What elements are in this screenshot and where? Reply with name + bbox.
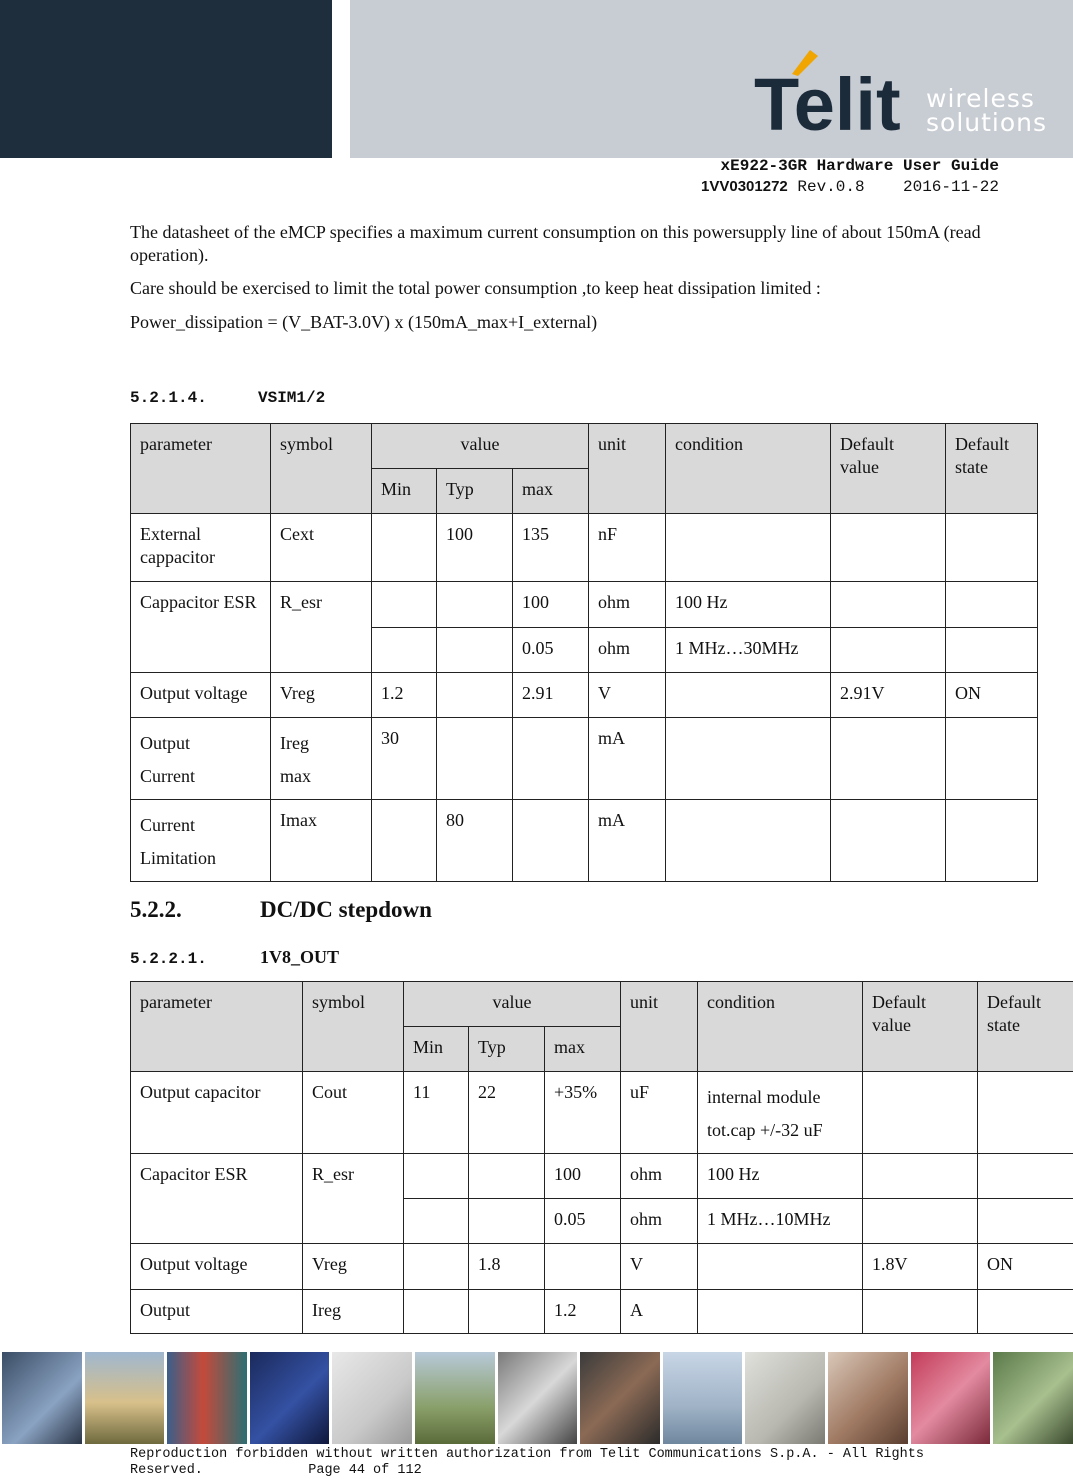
header-min: Min bbox=[404, 1027, 469, 1072]
cell-max: 135 bbox=[513, 514, 589, 582]
cell-max bbox=[513, 800, 589, 882]
table-row bbox=[131, 1072, 1073, 1154]
paragraph-current-consumption: The datasheet of the eMCP specifies a maximum current consumption on this powersupply line of about 150mA (read operation). bbox=[130, 222, 981, 265]
cell-max: 1.2 bbox=[545, 1290, 621, 1334]
cell-unit: ohm bbox=[589, 582, 666, 628]
header-unit: unit bbox=[589, 424, 666, 514]
header-symbol: symbol bbox=[271, 424, 372, 514]
cell-unit: V bbox=[621, 1244, 698, 1290]
cell-condition bbox=[666, 514, 831, 582]
cell-typ: 100 bbox=[437, 514, 513, 582]
footer-photo bbox=[85, 1352, 165, 1444]
cell-parameter: Output voltage bbox=[131, 1244, 303, 1290]
cell-unit: ohm bbox=[621, 1199, 698, 1244]
cell-condition: 100 Hz bbox=[698, 1154, 863, 1199]
cell-default-value bbox=[831, 800, 946, 882]
header-min: Min bbox=[372, 469, 437, 514]
cell-parameter: Output bbox=[131, 1290, 303, 1334]
cell-symbol: R_esr bbox=[303, 1154, 404, 1244]
cell-default-value bbox=[831, 582, 946, 628]
cell-min: 30 bbox=[372, 718, 437, 800]
header-default-value: Default value bbox=[863, 982, 978, 1072]
footer-photo bbox=[415, 1352, 495, 1444]
section-title: DC/DC stepdown bbox=[260, 897, 432, 922]
header-default-value: Default value bbox=[831, 424, 946, 514]
header-max: max bbox=[513, 469, 589, 514]
table-row bbox=[131, 718, 1038, 800]
footer-photo bbox=[332, 1352, 412, 1444]
cell-default-value bbox=[831, 718, 946, 800]
cell-typ bbox=[437, 673, 513, 718]
cell-default-state bbox=[946, 582, 1038, 628]
cell-default-state: ON bbox=[946, 673, 1038, 718]
section-heading-1v8 bbox=[130, 947, 339, 968]
cell-min bbox=[404, 1290, 469, 1334]
table-row bbox=[131, 800, 1038, 882]
cell-condition bbox=[698, 1290, 863, 1334]
logo-tagline-2: solutions bbox=[926, 108, 1048, 137]
cell-text: max bbox=[280, 766, 311, 786]
cell-text: Current bbox=[140, 815, 195, 835]
cell-unit: mA bbox=[589, 800, 666, 882]
cell-parameter bbox=[131, 718, 271, 800]
cell-typ bbox=[469, 1154, 545, 1199]
cell-condition bbox=[698, 1244, 863, 1290]
cell-parameter bbox=[131, 800, 271, 882]
cell-parameter: Cappacitor ESR bbox=[131, 582, 271, 673]
cell-condition: 100 Hz bbox=[666, 582, 831, 628]
cell-default-state bbox=[946, 800, 1038, 882]
cell-text: Limitation bbox=[140, 848, 216, 868]
cell-typ: 80 bbox=[437, 800, 513, 882]
paragraph-power-caution: Care should be exercised to limit the total power consumption ,to keep heat dissipation limited : bbox=[130, 278, 821, 298]
cell-parameter: External cappacitor bbox=[131, 514, 271, 582]
logo-wordmark: Telit bbox=[754, 63, 901, 136]
cell-typ bbox=[437, 628, 513, 673]
table-row bbox=[131, 1244, 1073, 1290]
header-typ: Typ bbox=[437, 469, 513, 514]
section-heading-dcdc bbox=[130, 897, 432, 923]
cell-condition bbox=[666, 800, 831, 882]
cell-unit: mA bbox=[589, 718, 666, 800]
cell-default-value bbox=[831, 628, 946, 673]
table-row bbox=[131, 514, 1038, 582]
cell-min bbox=[404, 1199, 469, 1244]
cell-unit: ohm bbox=[621, 1154, 698, 1199]
cell-min bbox=[404, 1244, 469, 1290]
cell-max: +35% bbox=[545, 1072, 621, 1154]
cell-typ bbox=[469, 1199, 545, 1244]
footer-photo bbox=[993, 1352, 1073, 1444]
footer-photo bbox=[167, 1352, 247, 1444]
logo-tagline-1: wireless bbox=[926, 84, 1035, 113]
cell-default-state bbox=[978, 1154, 1073, 1199]
footer-photo bbox=[2, 1352, 82, 1444]
cell-max bbox=[545, 1244, 621, 1290]
cell-symbol: Vreg bbox=[271, 673, 372, 718]
cell-min: 11 bbox=[404, 1072, 469, 1154]
cell-min bbox=[404, 1154, 469, 1199]
document-revision-line bbox=[701, 178, 999, 196]
table-row bbox=[131, 1154, 1073, 1199]
cell-condition: 1 MHz…10MHz bbox=[698, 1199, 863, 1244]
cell-text: tot.cap +/-32 uF bbox=[707, 1120, 823, 1140]
section-number: 5.2.2. bbox=[130, 897, 182, 922]
header-symbol: symbol bbox=[303, 982, 404, 1072]
section-number: 5.2.1.4. bbox=[130, 389, 207, 407]
footer-photo bbox=[250, 1352, 330, 1444]
cell-max: 100 bbox=[545, 1154, 621, 1199]
cell-min bbox=[372, 800, 437, 882]
cell-typ bbox=[437, 718, 513, 800]
section-title: 1V8_OUT bbox=[260, 947, 340, 967]
cell-max: 0.05 bbox=[545, 1199, 621, 1244]
header-max: max bbox=[545, 1027, 621, 1072]
cell-symbol: R_esr bbox=[271, 582, 372, 673]
cell-symbol: Vreg bbox=[303, 1244, 404, 1290]
section-number: 5.2.2.1. bbox=[130, 950, 207, 968]
cell-min bbox=[372, 628, 437, 673]
header-unit: unit bbox=[621, 982, 698, 1072]
cell-unit: nF bbox=[589, 514, 666, 582]
document-code: 1VV0301272 bbox=[701, 178, 788, 195]
cell-min bbox=[372, 514, 437, 582]
cell-parameter: Capacitor ESR bbox=[131, 1154, 303, 1244]
section-title: VSIM1/2 bbox=[258, 389, 326, 407]
footer-photo-strip bbox=[2, 1352, 1073, 1444]
cell-text: Current bbox=[140, 766, 195, 786]
header-default-state: Default state bbox=[946, 424, 1038, 514]
header-parameter: parameter bbox=[131, 982, 303, 1072]
cell-condition bbox=[698, 1072, 863, 1154]
cell-max: 0.05 bbox=[513, 628, 589, 673]
footer-reserved-line bbox=[130, 1463, 422, 1478]
cell-typ: 1.8 bbox=[469, 1244, 545, 1290]
footer-photo bbox=[663, 1352, 743, 1444]
cell-default-state: ON bbox=[978, 1244, 1073, 1290]
cell-default-value bbox=[831, 514, 946, 582]
cell-max: 100 bbox=[513, 582, 589, 628]
vsim-spec-table bbox=[130, 423, 1038, 882]
cell-text: internal module bbox=[707, 1087, 821, 1107]
cell-min: 1.2 bbox=[372, 673, 437, 718]
cell-default-value bbox=[863, 1290, 978, 1334]
cell-unit: ohm bbox=[589, 628, 666, 673]
header-value: value bbox=[372, 424, 589, 469]
header-parameter: parameter bbox=[131, 424, 271, 514]
cell-condition bbox=[666, 718, 831, 800]
cell-default-state bbox=[978, 1290, 1073, 1334]
footer-photo bbox=[498, 1352, 578, 1444]
footer-page-number: Page 44 of 112 bbox=[308, 1463, 422, 1478]
cell-text: Output bbox=[140, 733, 191, 753]
footer-copyright: Reproduction forbidden without written authorization from Telit Communications S.p.A. - All Rights bbox=[130, 1447, 924, 1462]
cell-condition bbox=[666, 673, 831, 718]
cell-condition: 1 MHz…30MHz bbox=[666, 628, 831, 673]
footer-photo bbox=[580, 1352, 660, 1444]
header-default-state: Default state bbox=[978, 982, 1073, 1072]
cell-default-state bbox=[978, 1199, 1073, 1244]
cell-default-value: 2.91V bbox=[831, 673, 946, 718]
cell-default-state bbox=[946, 628, 1038, 673]
footer-reserved: Reserved. bbox=[130, 1463, 203, 1478]
footer-photo bbox=[911, 1352, 991, 1444]
header-dark-band bbox=[0, 0, 332, 158]
cell-unit: A bbox=[621, 1290, 698, 1334]
cell-default-state bbox=[978, 1072, 1073, 1154]
paragraph-power-formula: Power_dissipation = (V_BAT-3.0V) x (150mA_max+I_external) bbox=[130, 312, 598, 332]
cell-default-state bbox=[946, 718, 1038, 800]
cell-default-value bbox=[863, 1154, 978, 1199]
table-row bbox=[131, 673, 1038, 718]
section-heading-vsim bbox=[130, 389, 325, 407]
cell-symbol: Ireg bbox=[303, 1290, 404, 1334]
header-condition: condition bbox=[666, 424, 831, 514]
cell-default-value bbox=[863, 1199, 978, 1244]
table-row bbox=[131, 1290, 1073, 1334]
cell-unit: uF bbox=[621, 1072, 698, 1154]
header-value: value bbox=[404, 982, 621, 1027]
cell-unit: V bbox=[589, 673, 666, 718]
footer-photo bbox=[828, 1352, 908, 1444]
header-typ: Typ bbox=[469, 1027, 545, 1072]
cell-typ bbox=[437, 582, 513, 628]
cell-symbol bbox=[271, 718, 372, 800]
table-row bbox=[131, 582, 1038, 628]
cell-symbol: Cout bbox=[303, 1072, 404, 1154]
cell-typ: 22 bbox=[469, 1072, 545, 1154]
1v8-spec-table bbox=[130, 981, 1073, 1334]
cell-text: Ireg bbox=[280, 733, 309, 753]
footer-photo bbox=[745, 1352, 825, 1444]
cell-min bbox=[372, 582, 437, 628]
cell-default-value bbox=[863, 1072, 978, 1154]
cell-symbol: Imax bbox=[271, 800, 372, 882]
document-title: xE922-3GR Hardware User Guide bbox=[720, 157, 999, 175]
document-rev: Rev.0.8 bbox=[797, 178, 865, 196]
cell-max bbox=[513, 718, 589, 800]
cell-parameter: Output voltage bbox=[131, 673, 271, 718]
cell-default-state bbox=[946, 514, 1038, 582]
document-date: 2016-11-22 bbox=[902, 178, 999, 196]
cell-max: 2.91 bbox=[513, 673, 589, 718]
telit-logo bbox=[752, 46, 912, 136]
cell-typ bbox=[469, 1290, 545, 1334]
header-condition: condition bbox=[698, 982, 863, 1072]
cell-symbol: Cext bbox=[271, 514, 372, 582]
cell-default-value: 1.8V bbox=[863, 1244, 978, 1290]
cell-parameter: Output capacitor bbox=[131, 1072, 303, 1154]
